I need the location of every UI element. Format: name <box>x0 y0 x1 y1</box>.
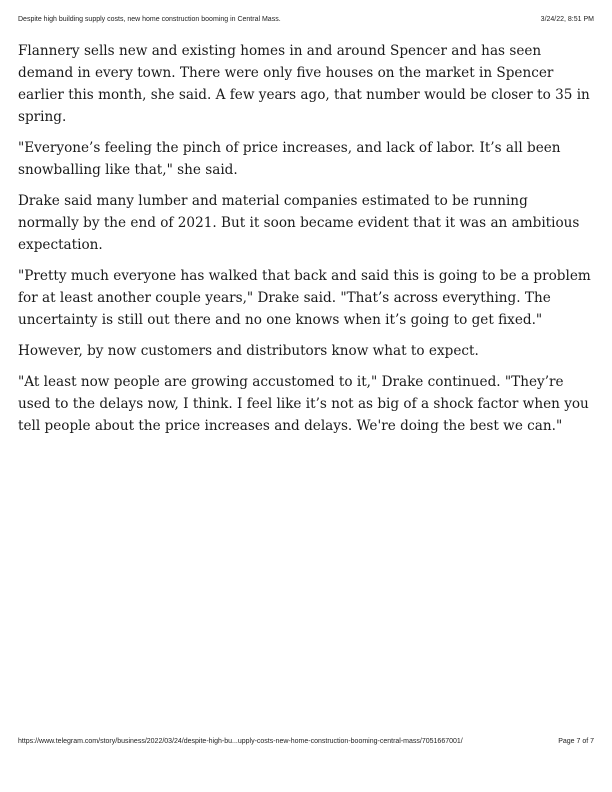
article-paragraph: "At least now people are growing accustomed to it," Drake continued. "They’re used to the delays now, I think. I feel like it’s not as big of a shock factor when you tell people about the price increases and delays. We're doing the best we can." <box>18 374 589 434</box>
article-paragraph: However, by now customers and distributors know what to expect. <box>18 343 479 359</box>
print-footer <box>18 738 594 750</box>
article-paragraph: "Pretty much everyone has walked that back and said this is going to be a problem for at least another couple years," Drake said. "That’s across everything. The uncertainty is still out there and no one knows when it’s going to get fixed." <box>18 268 591 328</box>
print-header <box>18 16 594 28</box>
article-paragraph: "Everyone’s feeling the pinch of price increases, and lack of labor. It’s all been snowballing like that," she said. <box>18 140 561 178</box>
article-paragraph: Flannery sells new and existing homes in and around Spencer and has seen demand in every town. There were only five houses on the market in Spencer earlier this month, she said. A few years ago, that number would be closer to 35 in spring. <box>18 43 590 125</box>
article-body <box>18 40 592 446</box>
print-timestamp: 3/24/22, 8:51 PM <box>540 16 594 23</box>
page-url: https://www.telegram.com/story/business/2022/03/24/despite-high-bu...upply-costs-new-home-construction-booming-central-mass/7051667001/ <box>18 738 463 745</box>
article-paragraph: Drake said many lumber and material companies estimated to be running normally by the end of 2021. But it soon became evident that it was an ambitious expectation. <box>18 193 580 253</box>
page-number: Page 7 of 7 <box>558 738 594 745</box>
page-title: Despite high building supply costs, new home construction booming in Central Mass. <box>18 16 281 23</box>
